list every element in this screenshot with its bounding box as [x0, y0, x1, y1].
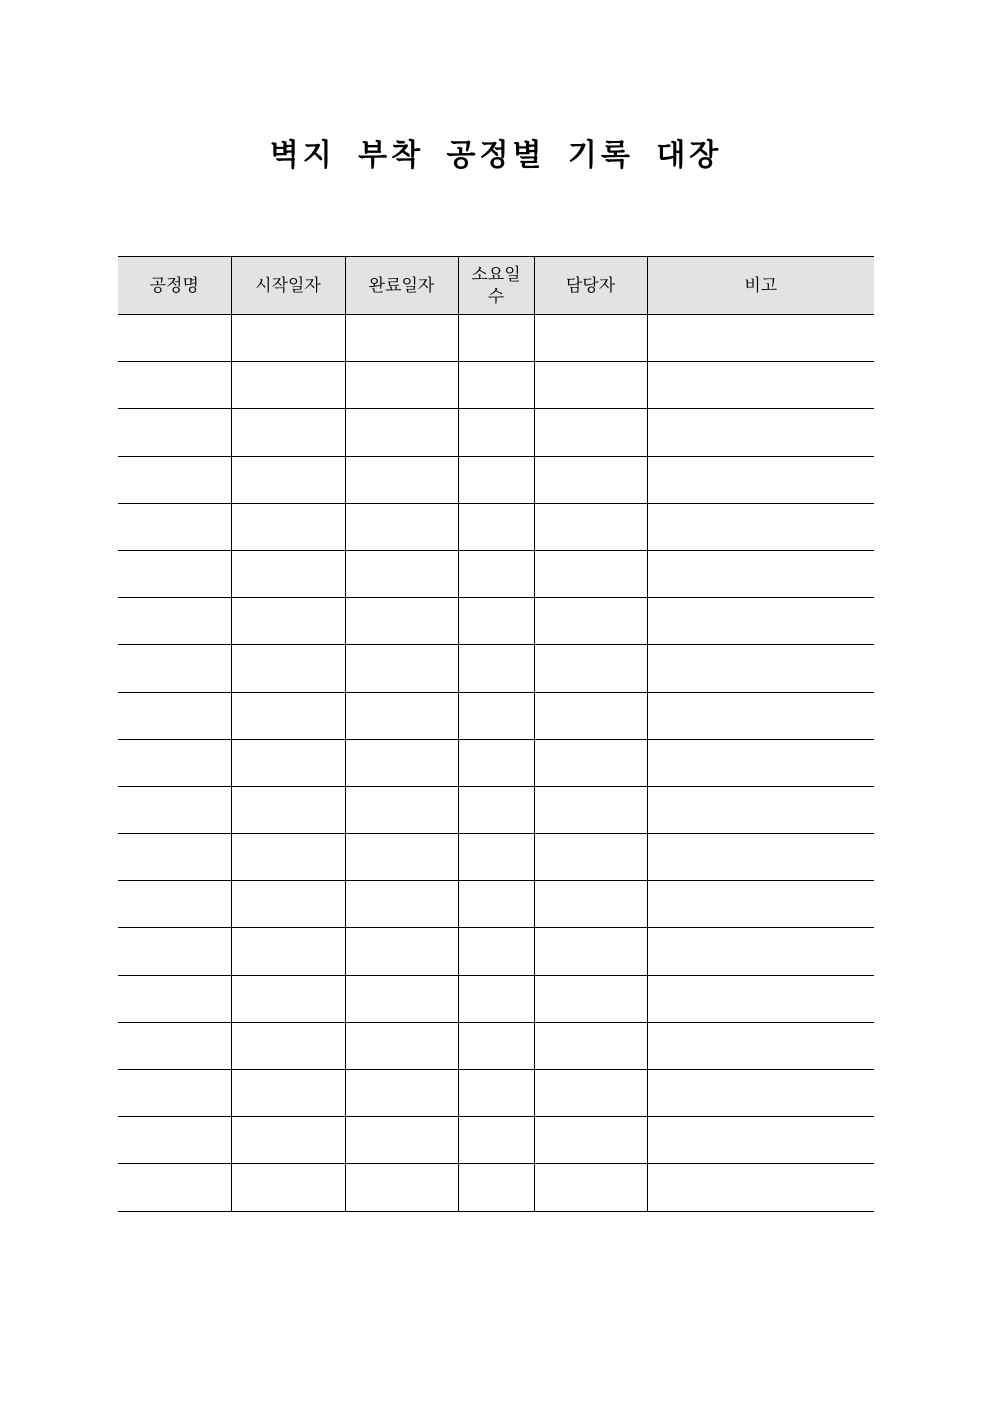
- cell-process-name[interactable]: [118, 1070, 231, 1117]
- table-row: [118, 456, 874, 503]
- table-row: [118, 692, 874, 739]
- table-row: [118, 1070, 874, 1117]
- table-row: [118, 598, 874, 645]
- table-header-row: [118, 257, 874, 315]
- header-remarks: 비고: [647, 257, 874, 315]
- cell-manager[interactable]: [534, 928, 647, 975]
- cell-start-date[interactable]: [231, 1070, 345, 1117]
- cell-end-date[interactable]: [345, 1022, 458, 1069]
- cell-end-date[interactable]: [345, 881, 458, 928]
- cell-end-date[interactable]: [345, 834, 458, 881]
- cell-manager[interactable]: [534, 503, 647, 550]
- table-row: [118, 975, 874, 1022]
- header-duration-days: [458, 257, 534, 315]
- cell-duration-days[interactable]: [458, 1070, 534, 1117]
- cell-manager[interactable]: [534, 315, 647, 362]
- cell-manager[interactable]: [534, 362, 647, 409]
- cell-process-name[interactable]: [118, 834, 231, 881]
- cell-end-date[interactable]: [345, 409, 458, 456]
- cell-process-name[interactable]: [118, 598, 231, 645]
- cell-start-date[interactable]: [231, 928, 345, 975]
- cell-duration-days[interactable]: [458, 1164, 534, 1211]
- header-process-name: 공정명: [118, 257, 231, 315]
- cell-remarks[interactable]: [647, 975, 874, 1022]
- cell-start-date[interactable]: [231, 881, 345, 928]
- table-row: [118, 503, 874, 550]
- cell-remarks[interactable]: [647, 550, 874, 597]
- cell-remarks[interactable]: [647, 1117, 874, 1164]
- process-record-table: [118, 256, 874, 1212]
- cell-duration-days[interactable]: [458, 692, 534, 739]
- table-row: [118, 834, 874, 881]
- cell-manager[interactable]: [534, 598, 647, 645]
- cell-end-date[interactable]: [345, 928, 458, 975]
- header-start-date: 시작일자: [231, 257, 345, 315]
- cell-process-name[interactable]: [118, 409, 231, 456]
- document-title: 벽지 부착 공정별 기록 대장: [269, 138, 723, 173]
- cell-manager[interactable]: [534, 975, 647, 1022]
- cell-end-date[interactable]: [345, 598, 458, 645]
- cell-process-name[interactable]: [118, 692, 231, 739]
- table-row: [118, 362, 874, 409]
- cell-start-date[interactable]: [231, 503, 345, 550]
- cell-manager[interactable]: [534, 1070, 647, 1117]
- table-row: [118, 928, 874, 975]
- cell-start-date[interactable]: [231, 692, 345, 739]
- cell-duration-days[interactable]: [458, 1022, 534, 1069]
- cell-manager[interactable]: [534, 786, 647, 833]
- cell-remarks[interactable]: [647, 928, 874, 975]
- cell-process-name[interactable]: [118, 881, 231, 928]
- cell-remarks[interactable]: [647, 881, 874, 928]
- cell-duration-days[interactable]: [458, 739, 534, 786]
- cell-duration-days[interactable]: [458, 786, 534, 833]
- cell-process-name[interactable]: [118, 550, 231, 597]
- cell-process-name[interactable]: [118, 928, 231, 975]
- cell-remarks[interactable]: [647, 362, 874, 409]
- cell-manager[interactable]: [534, 834, 647, 881]
- cell-start-date[interactable]: [231, 315, 345, 362]
- cell-remarks[interactable]: [647, 1164, 874, 1211]
- cell-end-date[interactable]: [345, 456, 458, 503]
- cell-manager[interactable]: [534, 881, 647, 928]
- cell-remarks[interactable]: [647, 834, 874, 881]
- table-row: [118, 315, 874, 362]
- cell-remarks[interactable]: [647, 739, 874, 786]
- cell-process-name[interactable]: [118, 975, 231, 1022]
- table-row: [118, 409, 874, 456]
- cell-remarks[interactable]: [647, 1022, 874, 1069]
- header-end-date: 완료일자: [345, 257, 458, 315]
- cell-duration-days[interactable]: [458, 315, 534, 362]
- cell-manager[interactable]: [534, 409, 647, 456]
- cell-process-name[interactable]: [118, 645, 231, 692]
- table-row: [118, 881, 874, 928]
- cell-end-date[interactable]: [345, 503, 458, 550]
- table-row: [118, 1117, 874, 1164]
- cell-duration-days[interactable]: [458, 362, 534, 409]
- cell-manager[interactable]: [534, 692, 647, 739]
- cell-end-date[interactable]: [345, 362, 458, 409]
- cell-start-date[interactable]: [231, 975, 345, 1022]
- cell-duration-days[interactable]: [458, 834, 534, 881]
- cell-start-date[interactable]: [231, 456, 345, 503]
- cell-duration-days[interactable]: [458, 928, 534, 975]
- cell-duration-days[interactable]: [458, 456, 534, 503]
- cell-duration-days[interactable]: [458, 503, 534, 550]
- cell-process-name[interactable]: [118, 1164, 231, 1211]
- cell-end-date[interactable]: [345, 786, 458, 833]
- cell-duration-days[interactable]: [458, 550, 534, 597]
- header-duration-days-label: 소요일수: [471, 264, 521, 307]
- cell-remarks[interactable]: [647, 786, 874, 833]
- cell-manager[interactable]: [534, 1164, 647, 1211]
- cell-start-date[interactable]: [231, 550, 345, 597]
- cell-remarks[interactable]: [647, 315, 874, 362]
- cell-process-name[interactable]: [118, 503, 231, 550]
- cell-start-date[interactable]: [231, 834, 345, 881]
- cell-start-date[interactable]: [231, 362, 345, 409]
- cell-process-name[interactable]: [118, 1117, 231, 1164]
- cell-process-name[interactable]: [118, 315, 231, 362]
- cell-start-date[interactable]: [231, 1022, 345, 1069]
- cell-process-name[interactable]: [118, 362, 231, 409]
- cell-remarks[interactable]: [647, 645, 874, 692]
- cell-duration-days[interactable]: [458, 645, 534, 692]
- cell-end-date[interactable]: [345, 975, 458, 1022]
- table-row: [118, 739, 874, 786]
- cell-end-date[interactable]: [345, 1070, 458, 1117]
- cell-process-name[interactable]: [118, 1022, 231, 1069]
- cell-remarks[interactable]: [647, 1070, 874, 1117]
- cell-manager[interactable]: [534, 1022, 647, 1069]
- cell-duration-days[interactable]: [458, 881, 534, 928]
- table-row: [118, 550, 874, 597]
- cell-process-name[interactable]: [118, 739, 231, 786]
- cell-end-date[interactable]: [345, 1117, 458, 1164]
- cell-manager[interactable]: [534, 645, 647, 692]
- table-row: [118, 786, 874, 833]
- cell-start-date[interactable]: [231, 598, 345, 645]
- cell-remarks[interactable]: [647, 598, 874, 645]
- cell-end-date[interactable]: [345, 645, 458, 692]
- cell-end-date[interactable]: [345, 550, 458, 597]
- cell-end-date[interactable]: [345, 692, 458, 739]
- cell-start-date[interactable]: [231, 409, 345, 456]
- cell-process-name[interactable]: [118, 786, 231, 833]
- cell-remarks[interactable]: [647, 409, 874, 456]
- cell-start-date[interactable]: [231, 645, 345, 692]
- cell-duration-days[interactable]: [458, 598, 534, 645]
- cell-manager[interactable]: [534, 456, 647, 503]
- cell-manager[interactable]: [534, 739, 647, 786]
- table-row: [118, 1022, 874, 1069]
- cell-remarks[interactable]: [647, 503, 874, 550]
- cell-end-date[interactable]: [345, 739, 458, 786]
- header-manager: 담당자: [534, 257, 647, 315]
- cell-start-date[interactable]: [231, 1164, 345, 1211]
- cell-start-date[interactable]: [231, 786, 345, 833]
- table-row: [118, 1164, 874, 1211]
- cell-remarks[interactable]: [647, 692, 874, 739]
- cell-remarks[interactable]: [647, 456, 874, 503]
- cell-start-date[interactable]: [231, 1117, 345, 1164]
- cell-manager[interactable]: [534, 550, 647, 597]
- cell-duration-days[interactable]: [458, 975, 534, 1022]
- cell-start-date[interactable]: [231, 739, 345, 786]
- cell-manager[interactable]: [534, 1117, 647, 1164]
- cell-duration-days[interactable]: [458, 1117, 534, 1164]
- table-body: [118, 315, 874, 1212]
- cell-duration-days[interactable]: [458, 409, 534, 456]
- cell-end-date[interactable]: [345, 1164, 458, 1211]
- cell-end-date[interactable]: [345, 315, 458, 362]
- table-row: [118, 645, 874, 692]
- cell-process-name[interactable]: [118, 456, 231, 503]
